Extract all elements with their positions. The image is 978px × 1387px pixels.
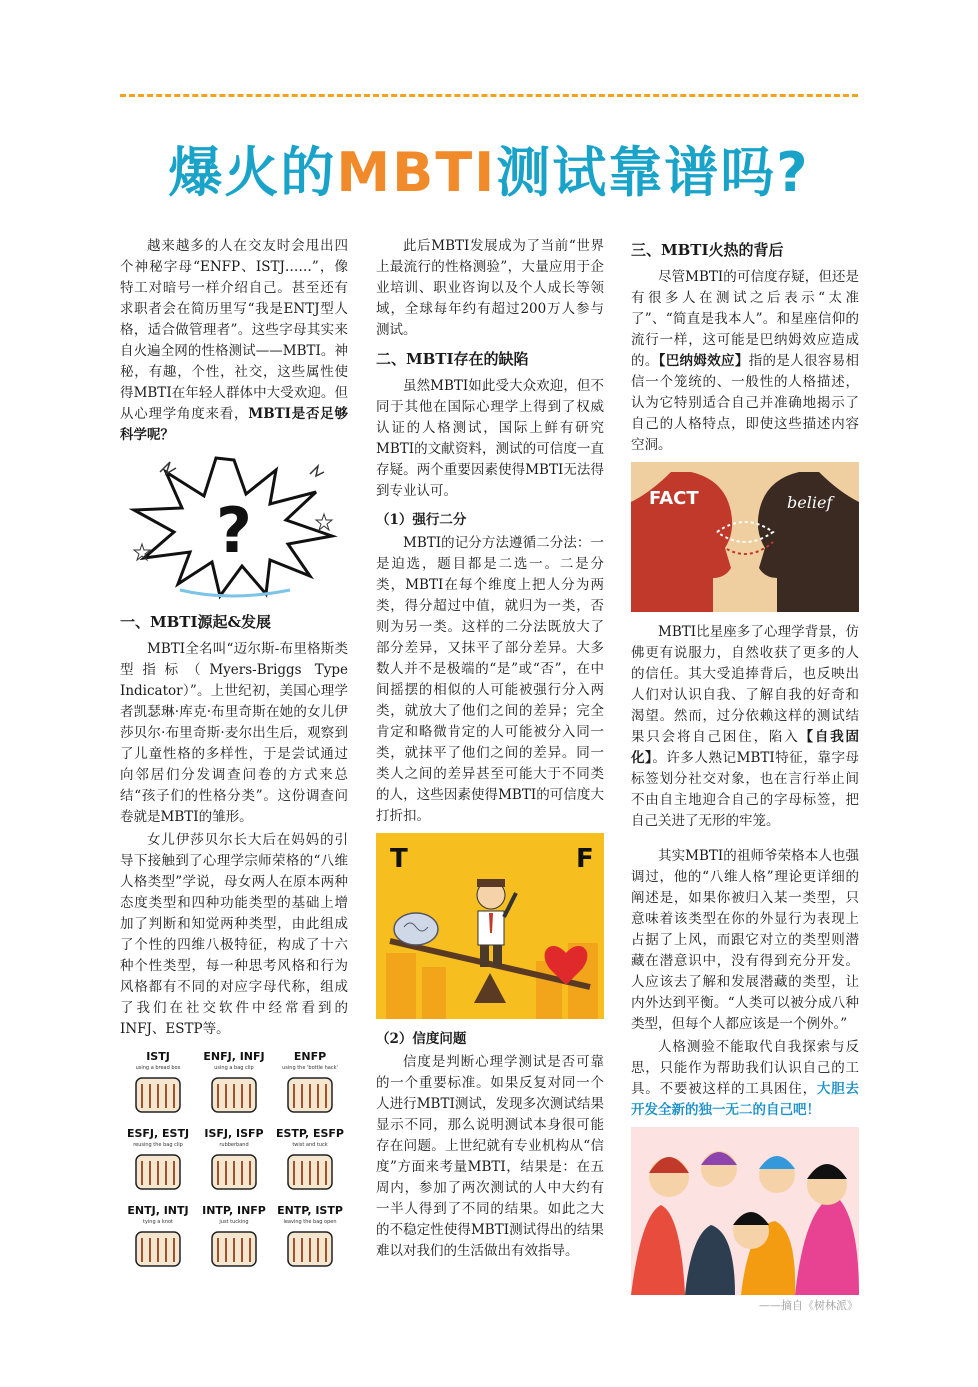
section-1-paragraph-1: MBTI全名叫“迈尔斯-布里格斯类型指标（Myers-Briggs Type Indicator）”。上世纪初，美国心理学者凯瑟琳·库克·布里奇斯在她的女儿伊莎贝尔·布里奇斯·麦尔出生后，观察到了儿童性格的多样性，于是尝试通过向邻居们分发调查问卷的方式来总结“孩子们的性格分类”。这份调查问卷就是MBTI的雏形。 — [120, 641, 348, 825]
section-1-heading: 一、MBTI源起&发展 — [120, 613, 272, 631]
mbti-type-caption: using the 'bottle hack' — [282, 1065, 338, 1071]
mbti-type-cell — [127, 1204, 188, 1266]
mbti-type-caption: leaving the bag open — [283, 1219, 337, 1225]
column-1 — [120, 236, 348, 1288]
mbti-type-cell — [282, 1050, 338, 1112]
page-title — [120, 138, 858, 208]
barnum-effect-term: 【巴纳姆效应】 — [658, 353, 749, 369]
mbti-type-cell — [204, 1127, 263, 1189]
mbti-type-label: ISTJ — [146, 1050, 170, 1063]
section-1-paragraph-3: 此后MBTI发展成为了当前“世界上最流行的性格测验”，大量应用于企业培训、职业咨询以及个人成长等领域，全球每年约有超过200万人参与测试。 — [376, 238, 604, 338]
section-1-paragraph-2: 女儿伊莎贝尔长大后在妈妈的引导下接触到了心理学宗师荣格的“八维人格类型”学说，母女两人在原本两种态度类型和四种功能类型的基础上增加了判断和知觉两种类型，由此组成了个性的四维八极特征，构成了十六种个性类型，每一种思考风格和行为风格都有不同的对应字母代称，组成了我们在社交软件中经常看到的INFJ、ESTP等。 — [120, 832, 348, 1037]
title-part1: 爆火的 — [168, 141, 337, 204]
intro-paragraph: 越来越多的人在交友时会甩出四个神秘字母“ENFP、ISTJ……”，像特工对暗号一样介绍自己。甚至还有求职者会在简历里写“我是ENTJ型人格，适合做管理者”。这些字母其实来自火遍全网的性格测试——MBTI。神秘，有趣，个性，社交，这些属性使得MBTI在年轻人群体中大受欢迎。但从心理学角度来看，MBTI是否足够科学呢？ — [120, 238, 349, 443]
mbti-type-label: ESTP, ESFP — [275, 1127, 345, 1140]
mbti-type-label: ISFJ, ISFP — [204, 1127, 264, 1140]
mbti-type-label: ENTP, ISTP — [277, 1204, 343, 1217]
mbti-bread-bag-chart — [120, 1046, 348, 1278]
section-3-paragraph-3: 其实MBTI的祖师爷荣格本人也强调过，他的“八维人格”理论更详细的阐述是，如果你被归入某一类型，只意味着该类型在你的外显行为表现上占据了上风，而跟它对立的类型则潜藏在潜意识中，没有得到充分开发。人应该去了解和发展潜藏的类型，让内外达到平衡。“人类可以被分成八种类型，但每个人都应该是一个例外。” — [631, 848, 859, 1032]
source-credit: ——摘自《树林派》 — [759, 1299, 858, 1312]
mbti-type-label: ESFJ, ESTJ — [126, 1127, 190, 1140]
seesaw-illustration — [376, 833, 604, 1019]
closing-encouragement: 大胆去开发全新的独一无二的自己吧！ — [631, 1081, 860, 1118]
mbti-type-cell — [277, 1204, 343, 1266]
fact-label: FACT — [649, 488, 699, 509]
top-dashed-rule — [120, 94, 858, 97]
mbti-type-label: ENTJ, INTJ — [127, 1204, 189, 1217]
column-2 — [376, 236, 604, 1264]
section-2-paragraph-1: 虽然MBTI如此受大众欢迎，但不同于其他在国际心理学上得到了权威认证的人格测试，国际上鲜有研究MBTI的文献资料，测试的可信度一直存疑。两个重要因素使得MBTI无法得到专业认可。 — [376, 378, 604, 499]
section-3-paragraph-2: MBTI比星座多了心理学背景，仿佛更有说服力，自然收获了更多的人的信任。其大受追捧背后，也反映出人们对认识自我、了解自我的好奇和渴望。然而，过分依赖这样的测试结果只会将自己困住，陷入【自我固化】。许多人熟记MBTI特征，靠字母标签划分社交对象，也在言行举止间不由自主地迎合自己的字母标签，把自己关进了无形的牢笼。 — [631, 624, 860, 829]
mbti-type-caption: just tucking — [219, 1219, 249, 1225]
title-part2: MBTI — [336, 141, 497, 204]
question-burst-illustration — [120, 452, 348, 602]
seesaw-t-label: T — [390, 844, 408, 874]
subsection-2-heading: （2）信度问题 — [376, 1031, 467, 1047]
mbti-type-caption: using a bag clip — [214, 1065, 254, 1071]
section-3-paragraph-4: 人格测验不能取代自我探索与反思，只能作为帮助我们认识自己的工具。不要被这样的工具困住，大胆去开发全新的独一无二的自己吧！ — [631, 1039, 860, 1118]
subsection-1-paragraph: MBTI的记分方法遵循二分法：一是迫选，题目都是二选一。二是分类，MBTI在每个维度上把人分为两类，得分超过中值，就归为一类，否则为另一类。这样的二分法既放大了部分差异，又抹平了部分差异。大多数人并不是极端的“是”或“否”，在中间摇摆的相似的人可能被强行分入两类，就放大了他们之间的差异；完全肯定和略微肯定的人可能被分入同一类，就抹平了他们之间的差异。同一类人之间的差异甚至可能大于不同类的人，这些因素使得MBTI的可信度大打折扣。 — [376, 535, 604, 824]
self-fixation-term: 【自我固化】 — [631, 729, 860, 766]
section-3-paragraph-1: 尽管MBTI的可信度存疑，但还是有很多人在测试之后表示“太准了”、“简直是我本人”。和星座信仰的流行一样，这可能是巴纳姆效应造成的。【巴纳姆效应】指的是人很容易相信一个笼统的、一般性的人格描述，认为它特别适合自己并准确地揭示了自己的人格特点，即使这些描述内容空洞。 — [631, 269, 859, 453]
mbti-type-cell — [203, 1050, 264, 1112]
mbti-type-label: ENFP — [293, 1050, 327, 1063]
mbti-type-cell — [276, 1127, 344, 1189]
mbti-type-cell — [136, 1050, 181, 1112]
mbti-type-caption: tying a knot — [143, 1219, 173, 1225]
subsection-1-heading: （1）强行二分 — [376, 512, 467, 528]
mbti-type-caption: twist and tuck — [292, 1142, 328, 1148]
seesaw-f-label: F — [576, 844, 594, 874]
section-2-heading: 二、MBTI存在的缺陷 — [376, 350, 529, 368]
mbti-type-cell — [202, 1204, 266, 1266]
mbti-type-caption: reusing the bag clip — [133, 1142, 183, 1148]
diverse-people-illustration — [631, 1127, 859, 1295]
mbti-type-label: INTP, INFP — [202, 1204, 266, 1217]
intro-question: MBTI是否足够科学呢？ — [120, 406, 349, 443]
subsection-2-paragraph: 信度是判断心理学测试是否可靠的一个重要标准。如果反复对同一个人进行MBTI测试，发现多次测试结果显示不同，那么说明测试本身很可能存在问题。上世纪就有专业机构从“信度”方面来考量MBTI，结果是：在五周内，参加了两次测试的人中大约有一半人得到了不同的结果。如此之大的不稳定性使得MBTI测试得出的结果难以对我们的生活做出有效指导。 — [376, 1054, 604, 1259]
mbti-type-caption: rubberband — [219, 1142, 249, 1148]
belief-label: belief — [787, 493, 833, 512]
mbti-type-caption: using a bread box — [135, 1065, 181, 1071]
svg-text:?: ? — [216, 494, 252, 567]
section-3-heading: 三、MBTI火热的背后 — [631, 241, 784, 259]
fact-belief-illustration — [631, 462, 859, 612]
mbti-type-label: ENFJ, INFJ — [203, 1050, 265, 1063]
column-3 — [631, 240, 859, 1305]
mbti-type-cell — [127, 1127, 189, 1189]
title-part3: 测试靠谱吗? — [496, 141, 810, 204]
